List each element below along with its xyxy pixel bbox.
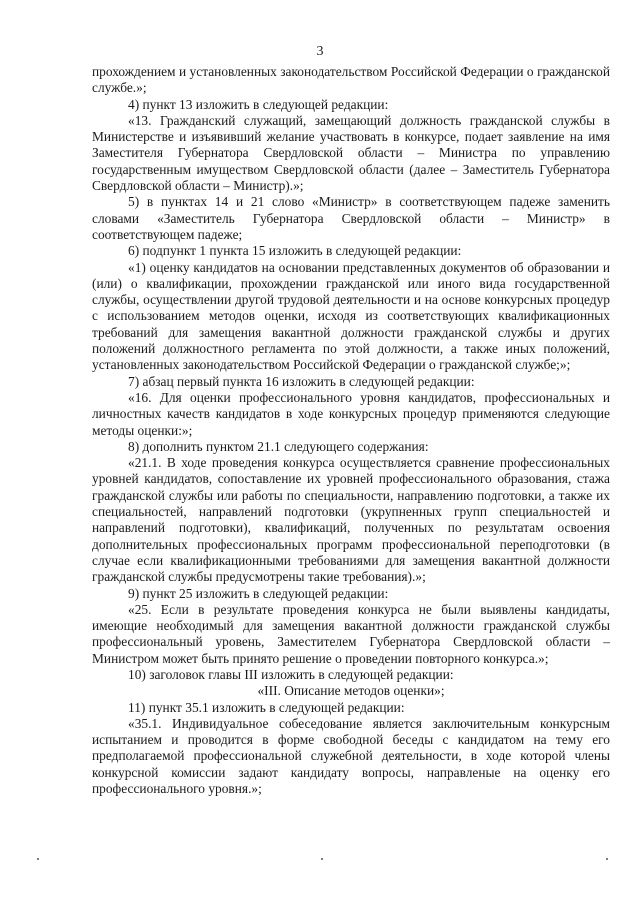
paragraph-item-9: 9) пункт 25 изложить в следующей редакции: [128,585,389,601]
paragraph-quote-21-1: «21.1. В ходе проведения конкурса осуществляется сравнение профессиональных уровней кандидатов, сопоставление их уровней профессионального образования, стажа гражданской службы или работы по специальности, направлению подготовки, а также их специальностей, направлений подготовки (укрупненных групп специальностей и направлений подготовки), квалификаций, полученных по результатам освоения дополнительных профессиональных программ профессиональной переподготовки (в случае если квалификационными требованиями для замещения вакантной должности гражданской службы предусмотрены такие требования).»; [92,455,610,585]
paragraph-item-11: 11) пункт 35.1 изложить в следующей редакции: [128,699,405,715]
paragraph-quote-25: «25. Если в результате проведения конкурса не были выявлены кандидаты, имеющие необходимый для замещения вакантной должности гражданской службы профессиональный уровень, Заместителем Губернатора Свердловской области – Министром может быть принято решение о проведении повторного конкурса.»; [92,601,610,666]
scan-speck [321,858,323,860]
scan-speck [606,858,608,860]
paragraph-quote-13: «13. Гражданский служащий, замещающий должность гражданской службы в Министерстве и изъявивший желание участвовать в конкурсе, подает заявление на имя Заместителя Губернатора Свердловской области – Министра по управлению государственным имуществом Свердловской области (далее – Заместитель Губернатора Свердловской области – Министр).»; [92,112,610,194]
scan-speck [37,858,39,860]
paragraph-item-6: 6) подпункт 1 пункта 15 изложить в следующей редакции: [128,243,462,259]
paragraph-item-8: 8) дополнить пунктом 21.1 следующего содержания: [128,438,429,454]
document-body [92,64,610,797]
paragraph-item-10: 10) заголовок главы III изложить в следующей редакции: [128,666,454,682]
paragraph-quote-35-1: «35.1. Индивидуальное собеседование является заключительным конкурсным испытанием и проводится в форме свободной беседы с кандидатом на тему его предполагаемой профессиональной служебной деятельности, в ходе которой члены конкурсной комиссии задают кандидату вопросы, направленые на оценку его профессионального уровня.»; [92,715,610,797]
paragraph-item-4: 4) пункт 13 изложить в следующей редакции: [128,96,389,112]
page-number: 3 [316,44,324,59]
paragraph-quote-1: «1) оценку кандидатов на основании представленных документов об образовании и (или) о квалификации, прохождении гражданской или иного вида государственной службы, осуществлении другой трудовой деятельности и на основе конкурсных процедур с использованием методов оценки, исходя из соответствующих квалификационных требований для замещения вакантной должности гражданской службы и других положений должностного регламента по этой должности, а также иных положений, установленных законодательством Российской Федерации о гражданской службе;»; [92,259,610,373]
paragraph-chapter-heading: «III. Описание методов оценки»; [257,683,445,699]
paragraph-item-5: 5) в пунктах 14 и 21 слово «Министр» в соответствующем падеже заменить словами «Заместитель Губернатора Свердловской области – Министр» в соответствующем падеже; [92,194,610,242]
paragraph-item-7: 7) абзац первый пункта 16 изложить в следующей редакции: [128,373,475,389]
paragraph-continuation: прохождением и установленных законодательством Российской Федерации о гражданской службе.»; [92,64,610,96]
paragraph-quote-16: «16. Для оценки профессионального уровня кандидатов, профессиональных и личностных качеств кандидатов в ходе конкурсных процедур применяются следующие методы оценки:»; [92,389,610,438]
